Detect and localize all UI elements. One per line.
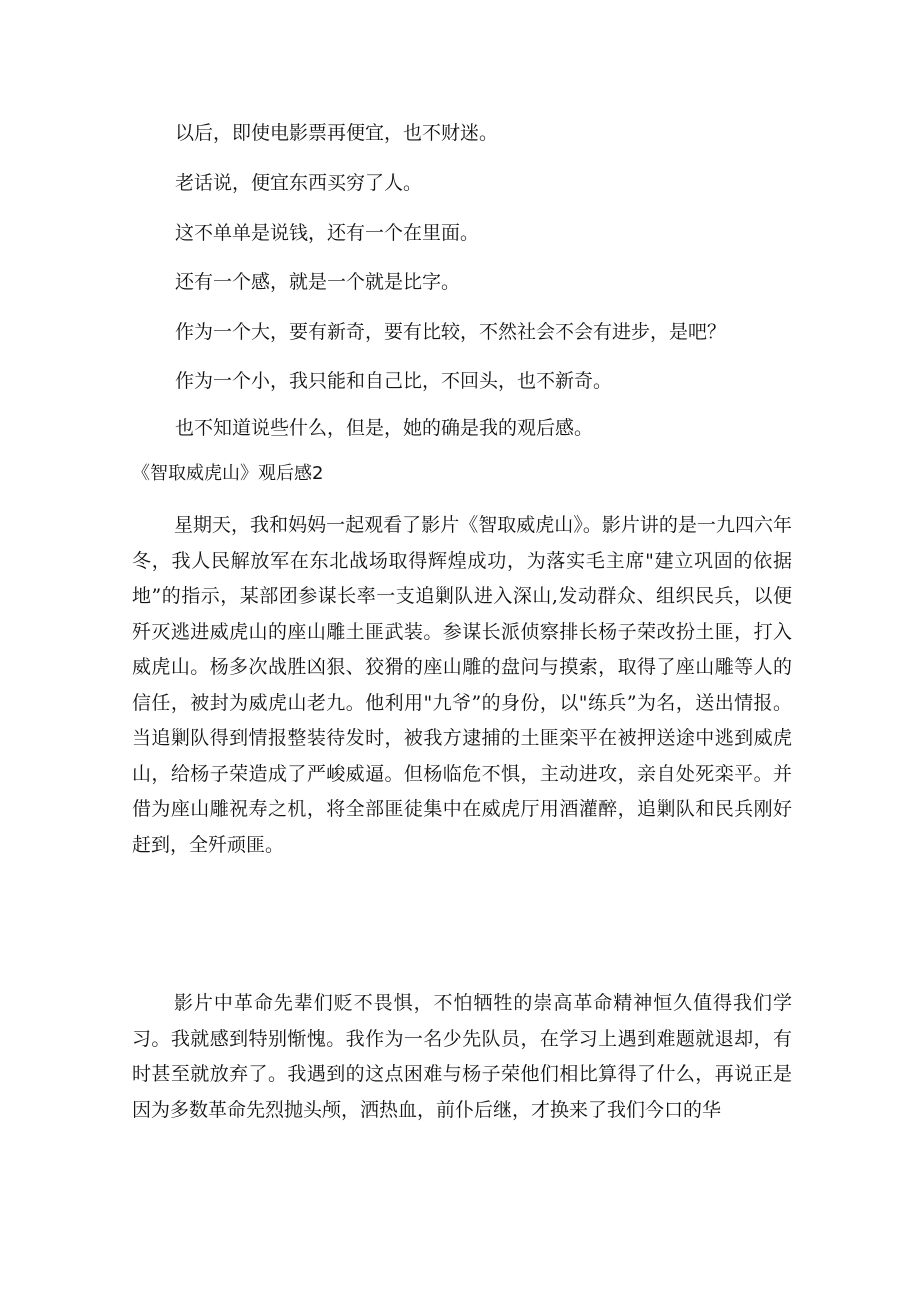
paragraph-plot-summary: 星期天，我和妈妈一起观看了影片《智取威虎山》。影片讲的是一九四六年冬，我人民解放军在东北战场取得辉煌成功，为落实毛主席"建立巩固的依据地”的指示，某部团参谋长率一支追剿队进入深山,发动群众、组织民兵，以便歼灭逃进威虎山的座山雕土匪武装。参谋长派侦察排长杨子荣改扮土匪，打入威虎山。杨多次战胜凶狠、狡猾的座山雕的盘问与摸索，取得了座山雕等人的信任，被封为威虎山老九。他利用"九爷”的身份，以"练兵”为名，送出情报。当追剿队得到情报整装待发时，被我方逮捕的土匪栾平在被押送途中逃到威虎山，给杨子荣造成了严峻威逼。但杨临危不惧，主动进攻，亲自处死栾平。并借为座山雕祝寿之机，将全部匪徒集中在威虎厅用酒灌醉，追剿队和民兵刚好赶到，全歼顽匪。 xyxy=(132,514,792,856)
text-line-4: 还有一个感，就是一个就是比字。 xyxy=(175,271,461,293)
text-line-2: 老话说，便宜东西买穷了人。 xyxy=(175,172,423,194)
text-line-6: 作为一个小，我只能和自己比，不回头，也不新奇。 xyxy=(175,370,613,392)
text-line-1: 以后，即使电影票再便宜，也不财迷。 xyxy=(175,122,499,144)
text-line-7: 也不知道说些什么，但是，她的确是我的观后感。 xyxy=(175,417,594,439)
paragraph-reflection: 影片中革命先辈们贬不畏惧，不怕牺牲的崇高革命精神恒久值得我们学习。我就感到特别惭愧。我作为一名少先队员，在学习上遇到难题就退却，有时甚至就放弃了。我遇到的这点困难与杨子荣他们相比算得了什么，再说正是因为多数革命先烈抛头颅，洒热血，前仆后继，才换来了我们今口的华 xyxy=(132,992,792,1121)
text-line-5: 作为一个大，要有新奇，要有比较，不然社会不会有进步，是吧？ xyxy=(175,321,727,343)
section-heading: 《智取威虎山》观后感2 xyxy=(132,463,324,484)
text-line-3: 这不单单是说钱，还有一个在里面。 xyxy=(175,222,480,244)
